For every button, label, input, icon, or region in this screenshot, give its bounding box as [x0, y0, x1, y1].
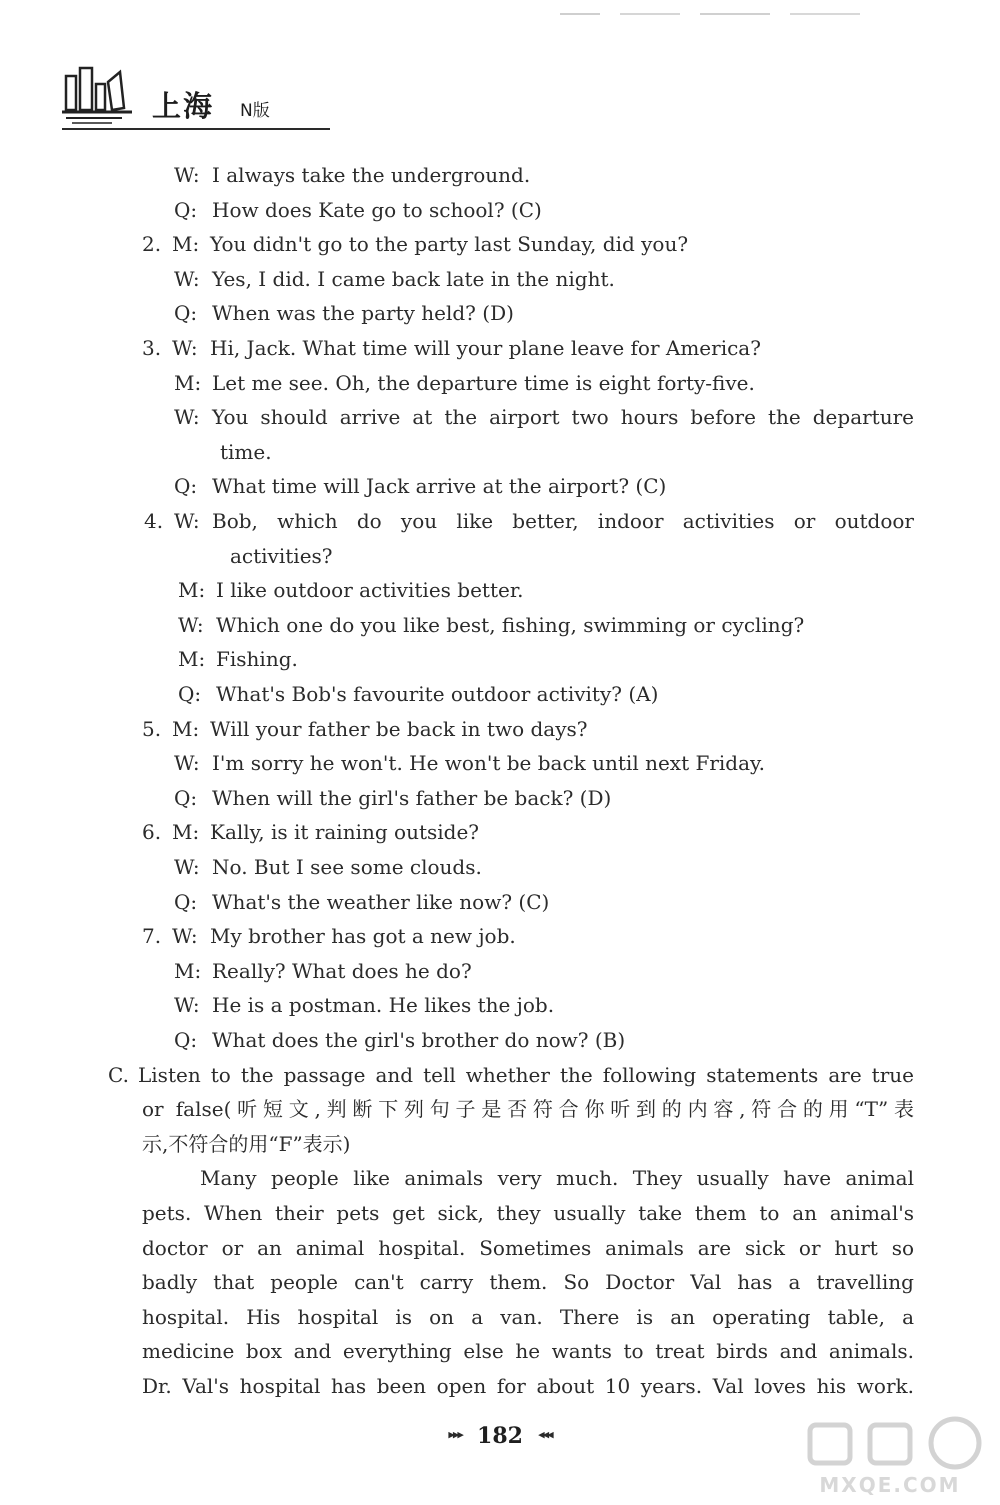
line-text: Let me see. Oh, the departure time is eight forty-five. [212, 370, 755, 395]
speaker-label: M: [178, 647, 206, 672]
line-text: How does Kate go to school? (C) [212, 197, 542, 222]
line-text: activities? [230, 543, 333, 568]
text-line [142, 1265, 914, 1299]
line-text: What does the girl's brother do now? (B) [212, 1028, 626, 1052]
text-line [142, 1369, 914, 1403]
text-line [174, 296, 514, 330]
footer-right-arrows: ◂◂◂ [538, 1427, 552, 1443]
text-line [174, 885, 549, 919]
line-text: medicine box and everything else he wants to treat birds and animals. [142, 1339, 914, 1364]
text-line [142, 331, 761, 365]
text-line [174, 193, 542, 227]
watermark [790, 1415, 990, 1500]
line-text: Fishing. [216, 647, 298, 672]
line-text: Many people like animals very much. They usually have animal [200, 1166, 914, 1191]
line-text: Bob, which do you like better, indoor activities or outdoor [212, 509, 914, 533]
speaker-label: M: [178, 578, 206, 603]
text-line [174, 158, 530, 192]
scan-marks [560, 12, 860, 16]
speaker-label: W: [174, 163, 200, 187]
line-text: doctor or an animal hospital. Sometimes animals are sick or hurt so [142, 1235, 914, 1260]
text-line [174, 850, 482, 884]
speaker-label: Q: [174, 197, 198, 222]
speaker-label: W: [172, 336, 198, 360]
item-number: 7. [142, 924, 162, 949]
text-line [142, 1092, 914, 1126]
line-text: No. But I see some clouds. [212, 855, 482, 879]
line-text: When will the girl's father be back? (D) [212, 785, 612, 810]
text-line [142, 919, 516, 953]
line-text: What's Bob's favourite outdoor activity? (A) [216, 682, 659, 706]
text-line [174, 988, 554, 1022]
text-line [174, 400, 914, 434]
speaker-label: Q: [178, 682, 202, 706]
item-number: 5. [142, 716, 162, 741]
speaker-label: Q: [174, 1028, 198, 1052]
speaker-label: W: [174, 855, 200, 879]
speaker-label: W: [174, 993, 200, 1018]
page-header [62, 62, 332, 132]
line-text: What time will Jack arrive at the airport? (C) [212, 474, 667, 499]
text-line [142, 1127, 351, 1161]
item-number: C. [108, 1062, 129, 1087]
text-line [142, 1334, 914, 1368]
speaker-label: M: [172, 232, 200, 257]
text-line [178, 573, 524, 607]
speaker-label: Q: [174, 889, 198, 914]
line-text: Which one do you like best, fishing, swimming or cycling? [216, 612, 805, 637]
text-line [142, 1231, 914, 1265]
item-number: 4. [144, 509, 164, 533]
text-line [174, 781, 611, 815]
line-text: Dr. Val's hospital has been open for about 10 years. Val loves his work. [142, 1374, 914, 1398]
line-text: Will your father be back in two days? [210, 716, 588, 741]
text-line [178, 642, 298, 676]
line-text: 示,不符合的用“F”表示) [142, 1131, 351, 1156]
line-text: He is a postman. He likes the job. [212, 993, 555, 1018]
speaker-label: Q: [174, 301, 198, 326]
speaker-label: M: [172, 716, 200, 741]
text-line [108, 1058, 914, 1092]
header-divider [62, 128, 330, 130]
watermark-text: MXQE.COM [819, 1473, 961, 1497]
text-line [200, 1161, 914, 1195]
line-text: You didn't go to the party last Sunday, did you? [210, 232, 689, 257]
line-text: I like outdoor activities better. [216, 578, 524, 603]
text-line [142, 1196, 914, 1230]
line-text: I always take the underground. [212, 163, 531, 187]
text-line [174, 469, 666, 503]
header-edition: N版 [240, 101, 270, 121]
text-line [142, 1300, 914, 1334]
speaker-label: M: [174, 370, 202, 395]
line-text: You should arrive at the airport two hours before the departure [212, 405, 914, 430]
item-number: 3. [142, 336, 162, 360]
speaker-label: M: [172, 820, 200, 845]
line-text: What's the weather like now? (C) [212, 889, 550, 914]
line-text: hospital. His hospital is on a van. There is an operating table, a [142, 1304, 914, 1329]
speaker-label: W: [174, 751, 200, 776]
text-line [144, 504, 914, 538]
item-number: 2. [142, 232, 162, 257]
text-line [174, 366, 755, 400]
speaker-label: W: [178, 612, 204, 637]
text-line [220, 435, 272, 469]
text-line [142, 712, 588, 746]
speaker-label: W: [174, 509, 200, 533]
line-text: My brother has got a new job. [210, 924, 516, 949]
text-line [142, 815, 479, 849]
text-line [178, 608, 804, 642]
item-number: 6. [142, 820, 162, 845]
page-number: 182 [477, 1422, 523, 1449]
speaker-label: W: [172, 924, 198, 949]
line-text: Hi, Jack. What time will your plane leave for America? [210, 336, 761, 360]
speaker-label: Q: [174, 474, 198, 499]
line-text: Listen to the passage and tell whether the following statements are true [138, 1062, 914, 1087]
line-text: badly that people can't carry them. So Doctor Val has a travelling [142, 1270, 914, 1295]
footer-left-arrows: ▸▸▸ [448, 1427, 462, 1443]
text-line [174, 746, 765, 780]
speaker-label: W: [174, 266, 200, 291]
line-text: When was the party held? (D) [212, 301, 514, 326]
line-text: I'm sorry he won't. He won't be back until next Friday. [212, 751, 766, 776]
line-text: time. [220, 439, 272, 464]
speaker-label: M: [174, 958, 202, 983]
text-line [142, 227, 688, 261]
text-line [230, 539, 333, 573]
line-text: Really? What does he do? [212, 958, 472, 983]
line-text: Kally, is it raining outside? [210, 820, 480, 845]
header-title: 上海 [152, 89, 215, 123]
speaker-label: Q: [174, 785, 198, 810]
text-line [174, 262, 615, 296]
books-logo-icon [62, 62, 144, 126]
speaker-label: W: [174, 405, 200, 430]
line-text: Yes, I did. I came back late in the night. [212, 266, 615, 291]
line-text: pets. When their pets get sick, they usually take them to an animal's [142, 1201, 914, 1225]
line-text: or false(听短文,判断下列句子是否符合你听到的内容,符合的用“T”表 [142, 1097, 914, 1122]
text-line [174, 1023, 625, 1057]
watermark-logo-icon [790, 1415, 990, 1475]
text-line [178, 677, 658, 711]
text-line [174, 954, 472, 988]
